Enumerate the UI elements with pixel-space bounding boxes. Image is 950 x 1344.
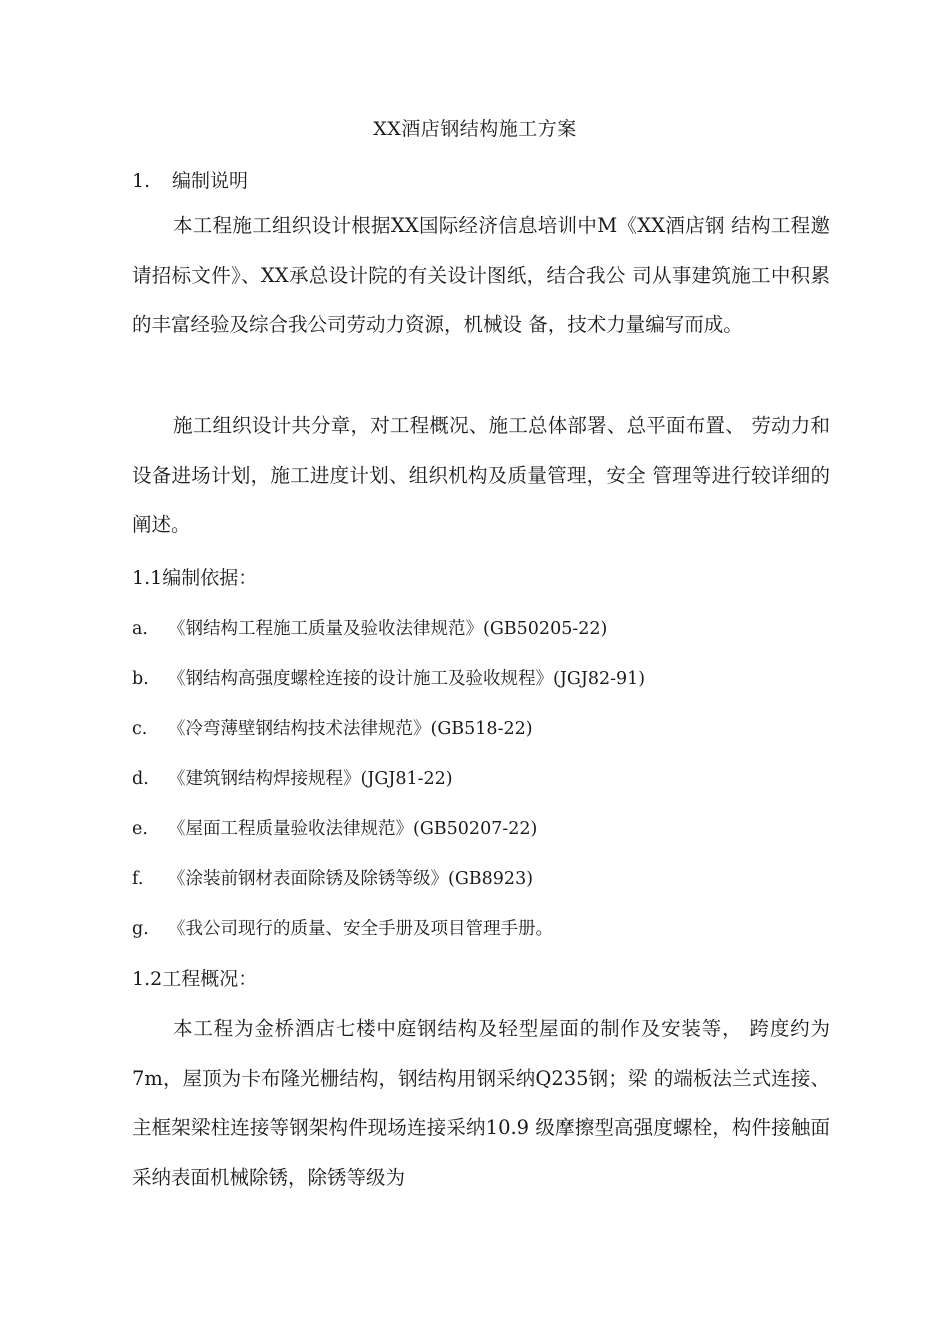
- section-1-paragraph-2: 施工组织设计共分章，对工程概况、施工总体部署、总平面布置、 劳动力和设备进场计划，施工进度计划、组织机构及质量管理，安全 管理等进行较详细的阐述。: [132, 414, 830, 536]
- reference-text: 《涂装前钢材表面除锈及除锈等级》(GB8923): [168, 869, 534, 889]
- reference-text: 《建筑钢结构焊接规程》(JGJ81-22): [168, 769, 453, 789]
- reference-mark: c.: [132, 719, 148, 739]
- document-title: XX酒店钢结构施工方案: [373, 118, 577, 140]
- reference-item: [132, 664, 645, 694]
- reference-mark: f.: [132, 869, 144, 889]
- reference-mark: g.: [132, 919, 149, 939]
- reference-text: 《冷弯薄壁钢结构技术法律规范》(GB518-22): [168, 719, 533, 739]
- reference-text: 《钢结构高强度螺栓连接的设计施工及验收规程》(JGJ82-91): [168, 669, 646, 689]
- section-1-paragraph-1: 本工程施工组织设计根据XX国际经济信息培训中M《XX酒店钢 结构工程邀请招标文件》、XX承总设计院的有关设计图纸，结合我公 司从事建筑施工中积累的丰富经验及综合我公司劳动力资源，机械设 备，技术力量编写而成。: [132, 214, 830, 336]
- section-1-2-paragraph: 本工程为金桥酒店七楼中庭钢结构及轻型屋面的制作及安装等， 跨度约为7m，屋顶为卡布隆光栅结构，钢结构用钢采纳Q235钢；梁 的端板法兰式连接、主框架梁柱连接等钢架构件现场连接采纳10.9 级摩擦型高强度螺栓，构件接触面采纳表面机械除锈，除锈等级为: [132, 1017, 830, 1189]
- reference-text: 《钢结构工程施工质量及验收法律规范》(GB50205-22): [168, 619, 608, 639]
- reference-mark: a.: [132, 619, 148, 639]
- reference-text: 《我公司现行的质量、安全手册及项目管理手册。: [168, 919, 553, 939]
- reference-item: [132, 714, 533, 744]
- section-1-title: 编制说明: [172, 170, 249, 192]
- reference-text: 《屋面工程质量验收法律规范》(GB50207-22): [168, 819, 538, 839]
- section-1-2-heading: 1.2工程概况：: [132, 968, 258, 990]
- reference-mark: b.: [132, 669, 149, 689]
- reference-item: [132, 914, 553, 944]
- section-1-1-heading: 1.1编制依据：: [132, 567, 258, 589]
- section-1-heading: [132, 166, 248, 196]
- reference-mark: d.: [132, 769, 149, 789]
- reference-item: [132, 614, 607, 644]
- reference-mark: e.: [132, 819, 148, 839]
- section-1-number: 1.: [132, 170, 151, 192]
- reference-item: [132, 864, 533, 894]
- reference-item: [132, 764, 453, 794]
- reference-item: [132, 814, 537, 844]
